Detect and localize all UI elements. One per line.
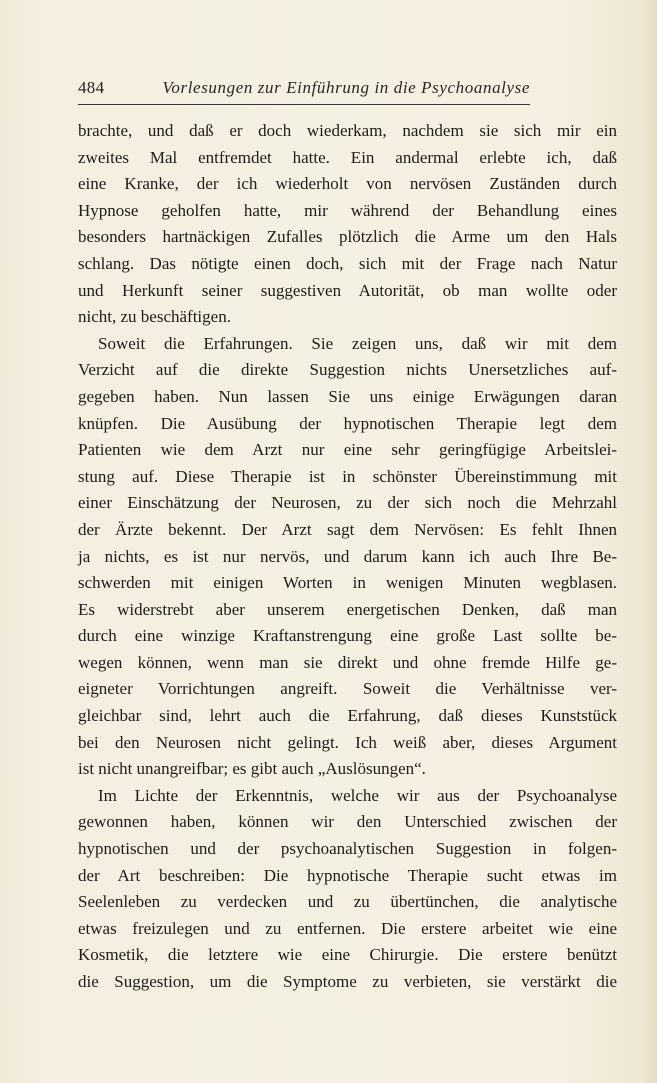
body-text: [78, 118, 617, 996]
text-line: schlang. Das nötigte einen doch, sich mit der Frage nach Natur: [78, 253, 617, 273]
text-line: brachte, und daß er doch wiederkam, nachdem sie sich mir ein: [78, 121, 617, 140]
text-line: durch eine winzige Kraftanstrengung eine große Last sollte be-: [78, 626, 617, 646]
text-line: gleichbar sind, lehrt auch die Erfahrung, daß dieses Kunststück: [78, 706, 617, 726]
text-line: Verzicht auf die direkte Suggestion nichts Unersetzliches auf-: [78, 360, 617, 380]
running-header: [78, 74, 530, 104]
text-line: die Suggestion, um die Symptome zu verbieten, sie verstärkt die: [78, 972, 617, 991]
text-line: etwas freizulegen und zu entfernen. Die erstere arbeitet wie eine: [78, 918, 617, 938]
text-line: knüpfen. Die Ausübung der hypnotischen Therapie legt dem: [78, 413, 617, 433]
text-line: der Art beschreiben: Die hypnotische Therapie sucht etwas im: [78, 865, 617, 885]
text-line: gewonnen haben, können wir den Unterschied zwischen der: [78, 812, 617, 832]
text-line: Seelenleben zu verdecken und zu übertünchen, die analytische: [78, 892, 617, 912]
text-line: ja nichts, es ist nur nervös, und darum kann ich auch Ihre Be-: [78, 546, 617, 566]
text-line: eine Kranke, der ich wiederholt von nervösen Zuständen durch: [78, 174, 617, 194]
text-line: der Ärzte bekennt. Der Arzt sagt dem Nervösen: Es fehlt Ihnen: [78, 519, 617, 539]
page-number: 484: [78, 78, 105, 97]
text-line: und Herkunft seiner suggestiven Autorität, ob man wollte oder: [78, 280, 617, 300]
running-title: Vorlesungen zur Einführung in die Psychoanalyse: [162, 78, 530, 97]
text-line: wegen können, wenn man sie direkt und ohne fremde Hilfe ge-: [78, 652, 617, 672]
text-line: ist nicht unangreifbar; es gibt auch „Auslösungen“.: [78, 759, 426, 779]
text-line: hypnotischen und der psychoanalytischen Suggestion in folgen-: [78, 839, 617, 859]
text-line: eigneter Vorrichtungen angreift. Soweit die Verhältnisse ver-: [78, 679, 617, 699]
text-line: Es widerstrebt aber unserem energetischen Denken, daß man: [78, 599, 617, 619]
text-line: einer Einschätzung der Neurosen, zu der sich noch die Mehrzahl: [78, 493, 617, 513]
text-line: Patienten wie dem Arzt nur eine sehr geringfügige Arbeitslei-: [78, 440, 617, 460]
header-rule: [78, 104, 530, 105]
text-line: besonders hartnäckigen Zufalles plötzlich die Arme um den Hals: [78, 227, 617, 247]
text-line: bei den Neurosen nicht gelingt. Ich weiß aber, dieses Argument: [78, 732, 617, 752]
text-line: Im Lichte der Erkenntnis, welche wir aus der Psychoanalyse: [98, 785, 617, 805]
text-line: schwerden mit einigen Worten in wenigen Minuten wegblasen.: [78, 573, 617, 593]
text-line: stung auf. Diese Therapie ist in schönster Übereinstimmung mit: [78, 466, 617, 486]
text-line: Hypnose geholfen hatte, mir während der Behandlung eines: [78, 200, 617, 220]
text-line: gegeben haben. Nun lassen Sie uns einige Erwägungen daran: [78, 386, 617, 406]
text-line: nicht, zu beschäftigen.: [78, 307, 231, 327]
text-line: Kosmetik, die letztere wie eine Chirurgie. Die erstere benützt: [78, 945, 617, 965]
text-line: Soweit die Erfahrungen. Sie zeigen uns, daß wir mit dem: [98, 333, 617, 353]
text-line: zweites Mal entfremdet hatte. Ein andermal erlebte ich, daß: [78, 147, 617, 167]
